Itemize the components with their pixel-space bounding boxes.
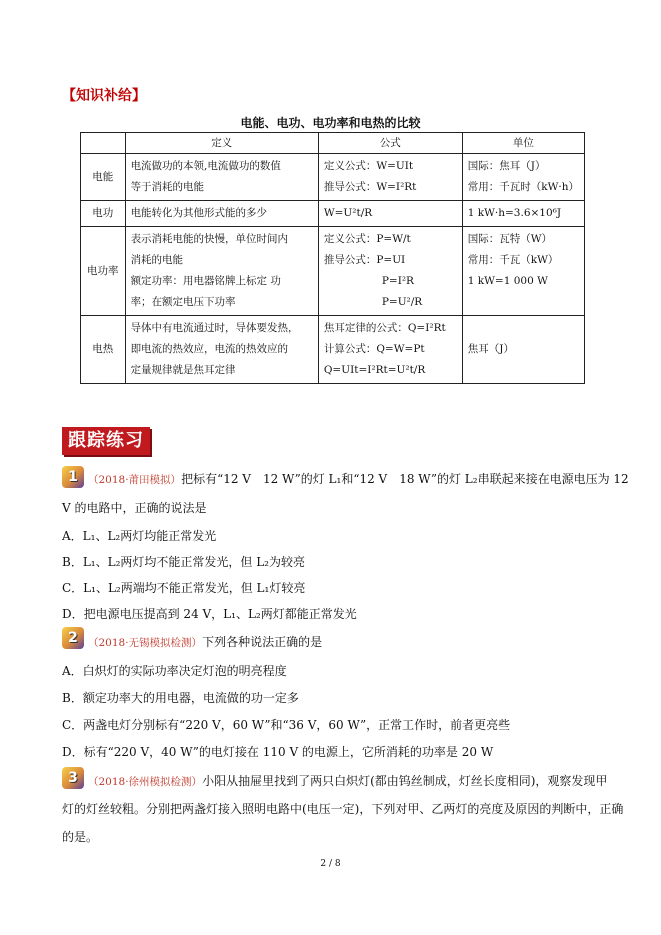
question-number: 3 (68, 770, 78, 786)
option-d: D．标有“220 V，40 W”的电灯接在 110 V 的电源上，它所消耗的功率是 20 W (62, 745, 494, 759)
table-header-cell: 定义 (125, 133, 318, 154)
question-number: 1 (68, 469, 78, 485)
row-name: 电热 (81, 316, 126, 384)
formula-cell (318, 316, 462, 384)
question-stem-line: 把标有“12 V 12 W”的灯 L₁和“12 V 18 W”的灯 L₂串联起来接在电源电压为 12 (181, 472, 629, 486)
definition-line: 定量规律就是焦耳定律 (130, 364, 236, 376)
definition-cell (125, 227, 318, 316)
formula-line: 定义公式：W=UIt (323, 160, 414, 172)
question-stem-line: 灯的灯丝较粗。分别把两盏灯接入照明电路中(电压一定)，下列对甲、乙两灯的亮度及原因的判断中，正确 (62, 802, 624, 816)
question-stem (88, 633, 322, 650)
unit-cell (462, 227, 584, 316)
unit-line: 1 kW·h=3.6×10⁶J (467, 207, 562, 219)
table-header-cell: 公式 (318, 133, 462, 154)
option-c: C．两盏电灯分别标有“220 V，60 W”和“36 V，60 W”，正常工作时，前者更亮些 (62, 718, 511, 732)
unit-cell (462, 316, 584, 384)
formula-line: 焦耳定律的公式：Q=I²Rt (323, 322, 446, 334)
practice-banner: 跟踪练习 (62, 427, 150, 455)
definition-line: 消耗的电能 (130, 254, 184, 266)
formula-line: Q=UIt=I²Rt=U²t/R (323, 364, 426, 376)
formula-line: P=U²/R (381, 296, 423, 308)
option-a: A．L₁、L₂两灯均能正常发光 (62, 529, 217, 543)
unit-line: 焦耳（J） (467, 343, 514, 355)
unit-line: 1 kW=1 000 W (467, 275, 548, 287)
question-source: （2018·徐州模拟检测） (88, 776, 203, 788)
question-number: 2 (68, 630, 78, 646)
question-stem-line: 下列各种说法正确的是 (202, 635, 323, 649)
table-header-cell (81, 133, 126, 154)
table-row (81, 316, 585, 384)
question-stem (88, 772, 607, 789)
definition-line: 电能转化为其他形式能的多少 (130, 207, 268, 219)
table-title: 电能、电功、电功率和电热的比较 (240, 116, 421, 130)
definition-cell (125, 201, 318, 227)
definition-line: 表示消耗电能的快慢，单位时间内 (130, 233, 289, 245)
option-a: A．白炽灯的实际功率决定灯泡的明亮程度 (62, 664, 287, 678)
formula-cell (318, 201, 462, 227)
unit-line: 国际：焦耳（J） (467, 160, 546, 172)
question-source: （2018·莆田模拟） (88, 474, 182, 486)
definition-line: 等于消耗的电能 (130, 181, 205, 193)
table-row (81, 201, 585, 227)
question-number-icon (62, 627, 84, 649)
formula-cell (318, 154, 462, 201)
row-name: 电功率 (81, 227, 126, 316)
definition-cell (125, 154, 318, 201)
table-row (81, 227, 585, 316)
definition-line: 即电流的热效应，电流的热效应的 (130, 343, 289, 355)
option-c: C．L₁、L₂两端均不能正常发光，但 L₁灯较亮 (62, 581, 306, 595)
question-stem (88, 470, 629, 487)
formula-line: P=I²R (381, 275, 414, 287)
definition-line: 电流做功的本领,电流做功的数值 (130, 160, 281, 172)
definition-line: 额定功率：用电器铭牌上标定 功 (130, 275, 281, 287)
formula-line: 推导公式：P=UI (323, 254, 406, 266)
option-b: B．L₁、L₂两灯均不能正常发光，但 L₂为较亮 (62, 555, 305, 569)
formula-cell (318, 227, 462, 316)
option-b: B．额定功率大的用电器，电流做的功一定多 (62, 691, 299, 705)
unit-cell (462, 154, 584, 201)
row-name: 电能 (81, 154, 126, 201)
comparison-table (80, 132, 585, 384)
table-row (81, 154, 585, 201)
unit-line: 常用：千瓦时（kW·h） (467, 181, 579, 193)
question-stem-line: 的是。 (62, 830, 99, 844)
question-stem-line: 小阳从抽屉里找到了两只白炽灯(都由钨丝制成，灯丝长度相同)，观察发现甲 (202, 774, 608, 788)
question-source: （2018·无锡模拟检测） (88, 637, 203, 649)
question-stem-line: V 的电路中，正确的说法是 (62, 501, 207, 515)
question-number-icon (62, 466, 84, 488)
table-header-cell: 单位 (462, 133, 584, 154)
formula-line: 计算公式：Q=W=Pt (323, 343, 425, 355)
unit-cell (462, 201, 584, 227)
section-heading: 【知识补给】 (62, 88, 146, 104)
formula-line: 推导公式：W=I²Rt (323, 181, 417, 193)
row-name: 电功 (81, 201, 126, 227)
option-d: D．把电源电压提高到 24 V，L₁、L₂两灯都能正常发光 (62, 607, 357, 621)
page-number: 2 / 8 (320, 859, 341, 869)
definition-line: 导体中有电流通过时，导体要发热， (130, 322, 299, 334)
formula-line: 定义公式：P=W/t (323, 233, 411, 245)
table-header-row (81, 133, 585, 154)
unit-line: 常用：千瓦（kW） (467, 254, 559, 266)
definition-line: 率；在额定电压下功率 (130, 296, 236, 308)
question-number-icon (62, 767, 84, 789)
formula-line: W=U²t/R (323, 207, 373, 219)
unit-line: 国际：瓦特（W） (467, 233, 553, 245)
definition-cell (125, 316, 318, 384)
